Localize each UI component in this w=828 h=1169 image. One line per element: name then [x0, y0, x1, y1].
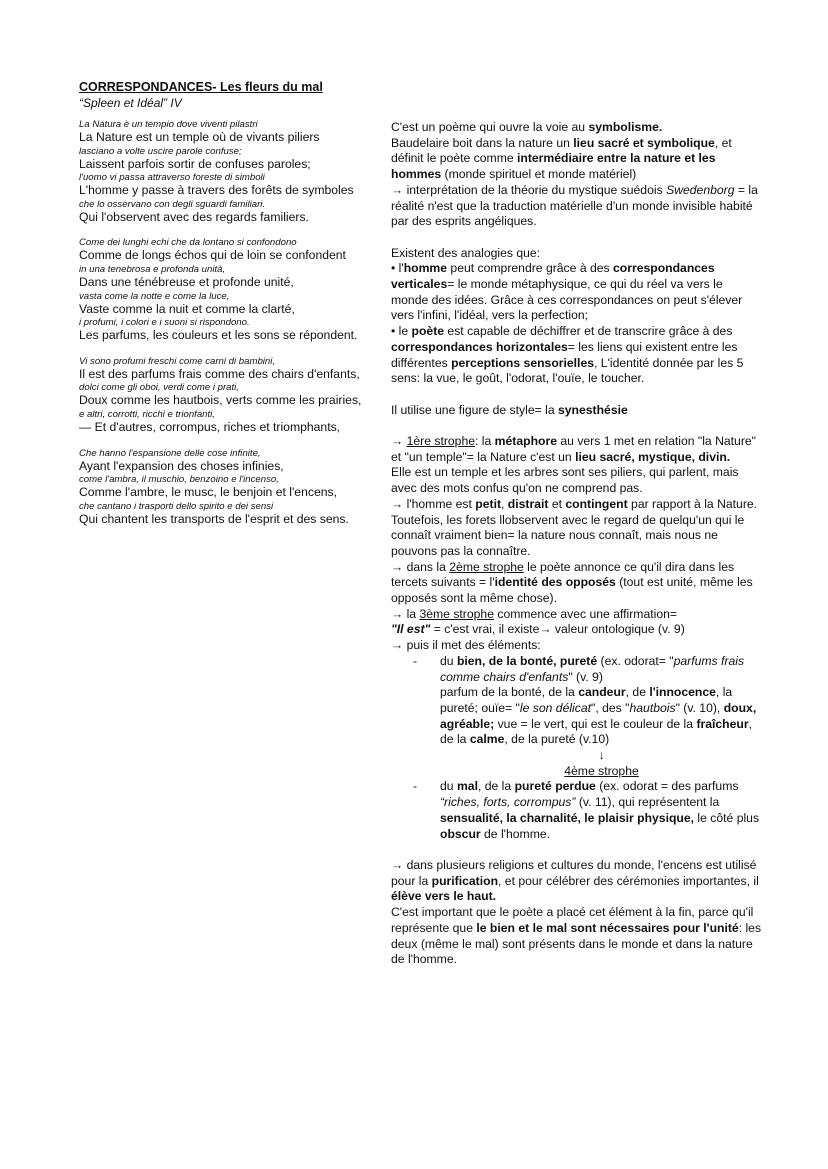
italian-verse: Che hanno l'espansione delle cose infinite, [79, 447, 261, 459]
french-verse: Comme de longs échos qui de loin se confondent [79, 248, 346, 263]
intro-paragraph: C'est un poème qui ouvre la voie au symbolisme. Baudelaire boit dans la nature un lieu sacré et symbolique, et définit le poète comme intermédiaire entre la nature et les hommes (monde spirituel et monde matériel) → interprétation de la théorie du mystique suédois Swedenborg = la réalité n'est que la traduction matérielle d'un monde invisible habité par des esprits angéliques. [391, 120, 758, 229]
italian-verse: dolci come gli oboi, verdi come i prati, [79, 382, 239, 394]
french-verse: Vaste comme la nuit et comme la clarté, [79, 301, 295, 316]
french-verse: — Et d'autres, corrompus, riches et triomphants, [79, 419, 341, 434]
poem-stanza [79, 237, 374, 343]
french-verse: Qui chantent les transports de l'esprit et des sens. [79, 511, 349, 526]
italian-verse: come l'ambra, il muschio, benzoino e l'incenso, [79, 474, 279, 486]
italian-verse: e altri, corrotti, ricchi e trionfanti, [79, 408, 215, 420]
list-item: - du bien, de la bonté, pureté (ex. odorat= "parfums frais comme chairs d'enfants" (v. 9) parfum de la bonté, de la candeur, de l'innocence, la pureté; ouïe= "le son délicat", des "hautbois" (v. 10), doux, agréable; vue = le vert, qui est le couleur de la fraîcheur, de la calme, de la pureté (v.10) ↓ 4ème strophe [391, 654, 763, 780]
french-verse: L'homme y passe à travers des forêts de symboles [79, 183, 354, 198]
list-item: - du mal, de la pureté perdue (ex. odorat = des parfums “riches, forts, corrompus” (v. 11), qui représentent la sensualité, la charnalité, le plaisir physique, le côté plus obscur de l'homme. [413, 779, 760, 841]
italian-verse: l'uomo vi passa attraverso foreste di simboli [79, 172, 265, 184]
strophe-3-label: 3ème strophe [419, 606, 494, 621]
italian-verse: che cantano i trasporti dello spirito e dei sensi [79, 500, 274, 512]
poem-stanza [79, 356, 374, 436]
french-verse: La Nature est un temple où de vivants piliers [79, 130, 320, 144]
strophes-paragraph: → 1ère strophe: la métaphore au vers 1 met en relation "la Nature" et "un temple"= la Nature c'est un lieu sacré, mystique, divin. Elle est un temple et les arbres sont ses piliers, qui parlent, mais avec des mots confus qu'on ne comprend pas. → l'homme est petit, distrait et contingent par rapport à la Nature. Toutefois, les forets llobservent avec le regard de quelqu'un qui le connaît vraiment bien= la nature nous connaît, mais nous ne pouvons pas la connaître. → dans la 2ème strophe le poète annonce ce qu'il dira dans les tercets suivants = l'identité des opposés (tout est unité, même les opposés sont la même chose). → la 3ème strophe commence avec une affirmation= "Il est" = c'est vrai, il existe→ valeur ontologique (v. 9) → puis il met des éléments: [391, 434, 758, 653]
strophe-2-label: 2ème strophe [449, 559, 524, 574]
elements-list [391, 654, 763, 842]
poem-stanza [79, 448, 374, 528]
poem-stanza [79, 119, 374, 225]
conclusion-paragraph: → dans plusieurs religions et cultures du monde, l'encens est utilisé pour la purification, et pour célébrer des cérémonies importantes, il élève vers le haut. C'est important que le poète a placé cet élément à la fin, parce qu'il représente que le bien et le mal sont nécessaires pour l'unité: les deux (même le mal) sont présents dans le monde et dans la nature de l'homme. [391, 857, 762, 967]
french-verse: Ayant l'expansion des choses infinies, [79, 458, 284, 473]
analysis-column [391, 120, 763, 968]
french-verse: Laissent parfois sortir de confuses paroles; [79, 156, 311, 171]
italian-verse: La Natura è un tempio dove viventi pilastri [79, 119, 258, 130]
strophe-4-label: 4ème strophe [564, 763, 639, 778]
italian-verse: i profumi, i colori e i suoni si rispondono. [79, 317, 250, 329]
analogies-paragraph: Existent des analogies que: • l'homme peut comprendre grâce à des correspondances verticales= le monde métaphysique, ce qui du réel va vers le monde des idées. Grâce à ces correspondances on peut s'élever vers l'infini, l'idéal, vers la perfection; • le poète est capable de déchiffrer et de transcrire grâce à des correspondances horizontales= les liens qui existent entre les différentes perceptions sensorielles, L'identité donnée par les 5 sens: la vue, le goût, l'odorat, l'ouïe, le toucher. [391, 245, 744, 386]
italian-verse: Vi sono profumi freschi come carni di bambini, [79, 355, 276, 367]
french-verse: Comme l'ambre, le musc, le benjoin et l'encens, [79, 485, 337, 500]
poem-column [79, 119, 374, 539]
figure-paragraph: Il utilise une figure de style= la synesthésie [391, 402, 628, 417]
italian-verse: che lo osservano con degli sguardi familiari. [79, 198, 266, 210]
document-title: CORRESPONDANCES- Les fleurs du mal [79, 80, 323, 94]
french-verse: Il est des parfums frais comme des chairs d'enfants, [79, 366, 360, 381]
italian-verse: in una tenebrosa e profonda unità, [79, 263, 226, 275]
french-verse: Doux comme les hautbois, verts comme les prairies, [79, 393, 362, 408]
document-subtitle: “Spleen et Idéal” IV [79, 96, 182, 110]
italian-verse: Come dei lunghi echi che da lontano si confondono [79, 237, 297, 249]
french-verse: Dans une ténébreuse et profonde unité, [79, 274, 294, 289]
down-arrow-icon: ↓ [598, 748, 605, 763]
strophe-1-label: 1ère strophe [406, 434, 476, 449]
italian-verse: vasta come la notte e come la luce, [79, 290, 230, 302]
french-verse: Qui l'observent avec des regards familiers. [79, 209, 309, 224]
french-verse: Les parfums, les couleurs et les sons se répondent. [79, 328, 358, 343]
italian-verse: lasciano a volte uscire parole confuse; [79, 145, 242, 157]
